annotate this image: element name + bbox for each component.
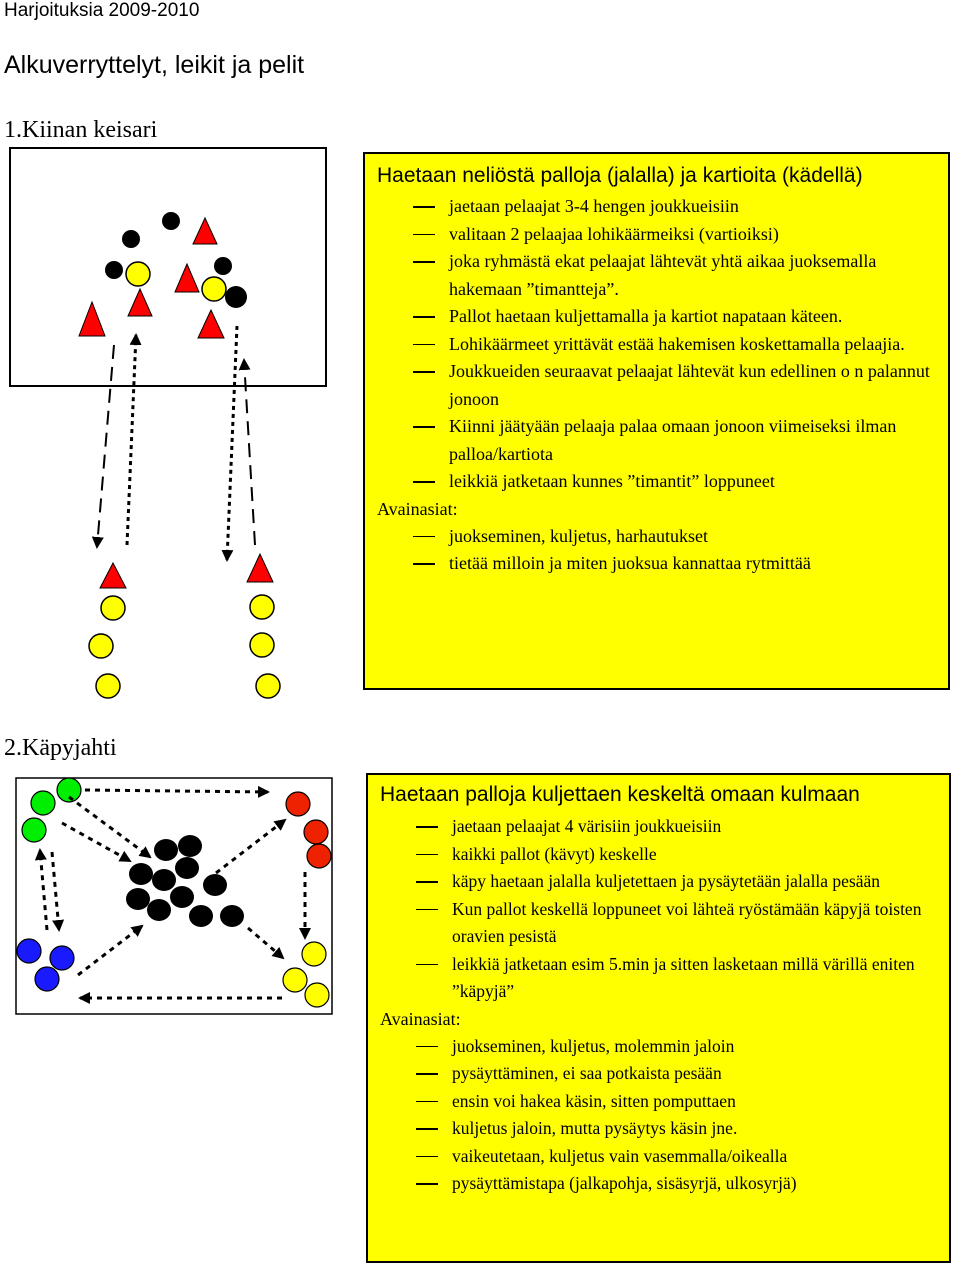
cone-ball xyxy=(178,835,202,857)
key-points-label: Avainasiat: xyxy=(377,498,458,519)
red-nest-player xyxy=(307,844,331,868)
list-item: Joukkueiden seuraavat pelaajat lähtevät kun edellinen o n palannut jonoon xyxy=(377,358,936,413)
list-item: juokseminen, kuljetus, harhautukset xyxy=(377,523,936,551)
list-item: vaikeutetaan, kuljetus vain vasemmalla/oikealla xyxy=(380,1143,937,1171)
cone xyxy=(100,563,126,588)
red-nest-player xyxy=(304,820,328,844)
queue-player xyxy=(250,595,274,619)
dragon-player xyxy=(122,230,140,248)
cone-ball xyxy=(170,886,194,908)
exercise-2-instructions xyxy=(366,773,951,1263)
exercise-2-heading: Haetaan palloja kuljettaen keskeltä omaan kulmaan xyxy=(380,783,860,806)
list-item: tietää milloin ja miten juoksua kannattaa rytmittää xyxy=(377,550,936,578)
list-item: joka ryhmästä ekat pelaajat lähtevät yhtä aikaa juoksemalla hakemaan ”timantteja”. xyxy=(377,248,936,303)
green-nest-player xyxy=(31,791,55,815)
red-nest-player xyxy=(286,792,310,816)
list-item: Pallot haetaan kuljettamalla ja kartiot napataan käteen. xyxy=(377,303,936,331)
list-item: jaetaan pelaajat 3-4 hengen joukkueisiin xyxy=(377,193,936,221)
key-points-label: Avainasiat: xyxy=(380,1008,461,1029)
blue-nest-player xyxy=(35,967,59,991)
cone-ball xyxy=(129,863,153,885)
cone xyxy=(247,554,273,582)
list-item: pysäyttämistapa (jalkapohja, sisäsyrjä, ulkosyrjä) xyxy=(380,1170,937,1198)
exercise-1-title: 1.Kiinan keisari xyxy=(4,117,158,143)
dragon-player xyxy=(162,212,180,230)
cone-ball xyxy=(154,839,178,861)
exercise-1-list xyxy=(377,193,936,496)
list-item: leikkiä jatketaan kunnes ”timantit” loppuneet xyxy=(377,468,936,496)
dragon-player xyxy=(105,261,123,279)
cone-ball xyxy=(189,905,213,927)
cone-ball xyxy=(126,888,150,910)
queue-player xyxy=(101,596,125,620)
section-title: Alkuverryttelyt, leikit ja pelit xyxy=(4,51,305,79)
cone-ball xyxy=(152,869,176,891)
ball xyxy=(126,262,150,286)
run-arrow-back xyxy=(244,360,255,545)
list-item: pysäyttäminen, ei saa potkaista pesään xyxy=(380,1060,937,1088)
exercise-2-title: 2.Käpyjahti xyxy=(4,735,117,761)
dragon-player xyxy=(225,286,247,308)
list-item: jaetaan pelaajat 4 värisiin joukkueisiin xyxy=(380,813,937,841)
queue-player xyxy=(89,634,113,658)
yellow-nest-player xyxy=(305,983,329,1007)
queue-player xyxy=(250,633,274,657)
list-item: käpy haetaan jalalla kuljetettaen ja pysäytetään jalalla pesään xyxy=(380,868,937,896)
list-item: leikkiä jatketaan esim 5.min ja sitten lasketaan millä värillä eniten ”käpyjä” xyxy=(380,951,937,1006)
blue-nest-player xyxy=(17,939,41,963)
green-nest-player xyxy=(22,818,46,842)
list-item: valitaan 2 pelaajaa lohikäärmeiksi (vartioiksi) xyxy=(377,221,936,249)
dragon-player xyxy=(214,257,232,275)
queue-player xyxy=(256,674,280,698)
exercise-1-diagram xyxy=(0,140,360,705)
list-item: juokseminen, kuljetus, molemmin jaloin xyxy=(380,1033,937,1061)
ball xyxy=(202,277,226,301)
yellow-nest-player xyxy=(302,942,326,966)
cone-ball xyxy=(175,857,199,879)
exercise-1-key-points xyxy=(377,523,936,578)
cone-ball xyxy=(203,874,227,896)
list-item: kaikki pallot (kävyt) keskelle xyxy=(380,841,937,869)
exercise-2-diagram xyxy=(0,768,360,1018)
exercise-2-list xyxy=(380,813,937,1006)
queue-player xyxy=(96,674,120,698)
list-item: ensin voi hakea käsin, sitten pomputtaen xyxy=(380,1088,937,1116)
list-item: Lohikäärmeet yrittävät estää hakemisen koskettamalla pelaajia. xyxy=(377,331,936,359)
exercise-1-heading: Haetaan neliöstä palloja (jalalla) ja kartioita (kädellä) xyxy=(377,164,863,187)
yellow-nest-player xyxy=(283,968,307,992)
playing-square xyxy=(10,148,326,386)
exercise-2-key-points xyxy=(380,1033,937,1198)
cone-ball xyxy=(220,905,244,927)
blue-nest-player xyxy=(50,946,74,970)
list-item: Kun pallot keskellä loppuneet voi lähteä ryöstämään käpyjä toisten oravien pesistä xyxy=(380,896,937,951)
cone-ball xyxy=(147,899,171,921)
exercise-1-instructions xyxy=(363,152,950,690)
list-item: kuljetus jaloin, mutta pysäytys käsin jne. xyxy=(380,1115,937,1143)
document-header: Harjoituksia 2009-2010 xyxy=(4,0,200,21)
list-item: Kiinni jäätyään pelaaja palaa omaan jonoon viimeiseksi ilman palloa/kartiota xyxy=(377,413,936,468)
